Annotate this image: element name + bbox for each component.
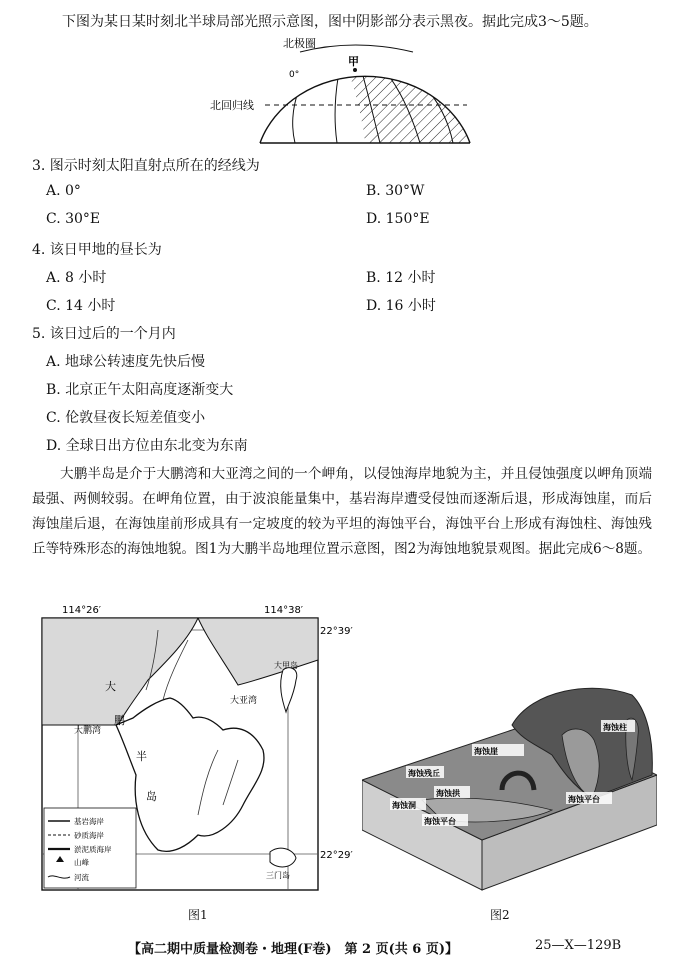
arctic-label: 北极圈 — [283, 37, 316, 50]
q3-option-b: B. 30°W — [366, 183, 425, 199]
lat-bottom-label: 22°29′ — [320, 850, 353, 861]
question-3-stem: 3. 图示时刻太阳直射点所在的经线为 — [32, 158, 260, 174]
q3-option-d: D. 150°E — [366, 211, 430, 227]
legend-peak: 山峰 — [74, 858, 89, 867]
q4-option-c: C. 14 小时 — [46, 298, 116, 314]
arctic-circle — [300, 45, 413, 52]
small-island-label: 三门岛 — [266, 871, 290, 880]
label-platform-left: 海蚀平台 — [424, 817, 456, 826]
lon-left-label: 114°26′ — [62, 605, 102, 616]
page-footer-code: 25—X—129B — [535, 938, 622, 953]
peninsula-char-1: 大 — [105, 680, 116, 693]
q5-option-c: C. 伦敦昼夜长短差值变小 — [46, 410, 206, 426]
q3-option-a: A. 0° — [46, 183, 81, 199]
intro-text: 下图为某日某时刻北半球局部光照示意图，图中阴影部分表示黑夜。据此完成3～5题。 — [62, 14, 598, 30]
label-sea-cliff: 海蚀崖 — [474, 747, 498, 756]
lon-right-label: 114°38′ — [264, 605, 304, 616]
bay-right-label: 大亚湾 — [230, 696, 258, 706]
q5-option-b: B. 北京正午太阳高度逐渐变大 — [46, 382, 234, 398]
label-sea-cave: 海蚀洞 — [392, 801, 416, 810]
label-platform-right: 海蚀平台 — [568, 795, 600, 804]
q4-option-d: D. 16 小时 — [366, 298, 436, 314]
question-4-stem: 4. 该日甲地的昼长为 — [32, 242, 162, 258]
bay-left-label: 大鹏湾 — [74, 726, 102, 736]
figure-2-caption: 图2 — [490, 908, 510, 922]
peninsula-char-2: 鹏 — [114, 714, 125, 727]
legend-mud-coast: 淤泥质海岸 — [74, 845, 112, 854]
tropic-label: 北回归线 — [210, 99, 254, 112]
question-5-stem: 5. 该日过后的一个月内 — [32, 326, 176, 342]
island-label: 大甲岛 — [274, 661, 298, 670]
legend-rock-coast: 基岩海岸 — [74, 817, 104, 826]
q5-option-d: D. 全球日出方位由东北变为东南 — [46, 438, 248, 454]
figure-1-caption: 图1 — [188, 908, 208, 922]
globe-diagram — [205, 30, 475, 150]
label-sea-stack: 海蚀柱 — [603, 723, 627, 732]
point-jia — [353, 68, 357, 72]
peninsula-char-3: 半 — [136, 750, 147, 763]
figure-2-landform — [362, 680, 657, 900]
legend-river: 河流 — [74, 873, 89, 882]
q4-option-b: B. 12 小时 — [366, 270, 436, 286]
lat-top-label: 22°39′ — [320, 626, 353, 637]
q3-option-c: C. 30°E — [46, 211, 101, 227]
point-jia-label: 甲 — [348, 55, 359, 68]
q4-option-a: A. 8 小时 — [46, 270, 107, 286]
label-sea-arch: 海蚀拱 — [436, 789, 460, 798]
page-footer-title: 【高二期中质量检测卷・地理(F卷) 第 2 页(共 6 页)】 — [128, 942, 459, 957]
figure-1-map — [38, 600, 353, 905]
q5-option-a: A. 地球公转速度先快后慢 — [46, 354, 206, 370]
legend-sand-coast: 砂质海岸 — [74, 831, 104, 840]
zero-meridian-label: 0° — [289, 70, 300, 80]
label-remnant: 海蚀残丘 — [408, 769, 440, 778]
passage-text: 大鹏半岛是介于大鹏湾和大亚湾之间的一个岬角，以侵蚀海岸地貌为主，并且侵蚀强度以岬角顶端最强、两侧较弱。在岬角位置，由于波浪能量集中，基岩海岸遭受侵蚀而逐渐后退，形成海蚀崖，而后海蚀崖后退，在海蚀崖前形成具有一定坡度的较为平坦的海蚀平台，海蚀平台上形成有海蚀柱、海蚀残丘等特殊形态的海蚀地貌。图1为大鹏半岛地理位置示意图，图2为海蚀地貌景观图。据此完成6～8题。 — [32, 466, 652, 557]
night-area — [345, 52, 470, 143]
peninsula-char-4: 岛 — [146, 790, 157, 803]
